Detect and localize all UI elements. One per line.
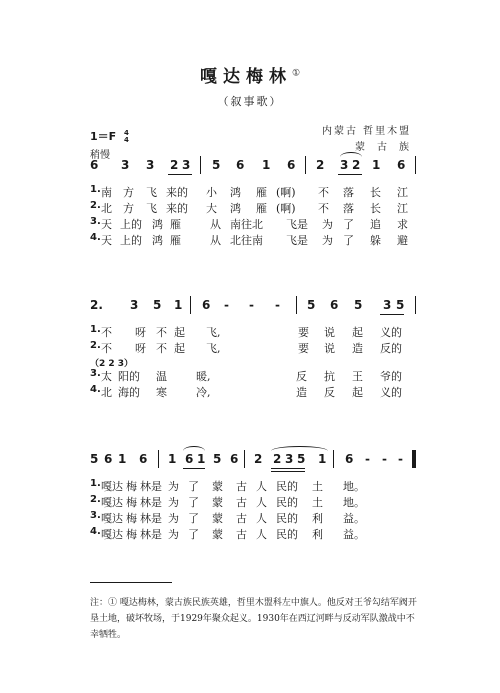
lyric: 地。 <box>343 480 365 493</box>
beam-underline <box>183 468 205 469</box>
lyric: 了 <box>343 234 354 247</box>
stanza-number: 2. <box>90 340 101 351</box>
key-text: 1＝F <box>90 130 117 143</box>
score-system-2 <box>0 298 500 418</box>
note: 6 <box>345 452 354 466</box>
lyric: 利 <box>312 528 323 541</box>
note: 6 <box>330 298 339 312</box>
lyric: 了 <box>188 496 199 509</box>
lyric: 南 <box>101 186 112 199</box>
lyric: 古 <box>236 528 247 541</box>
note: 5 <box>153 298 162 312</box>
lyric: 蒙 <box>212 528 223 541</box>
lyric: 躲 <box>370 234 381 247</box>
note: 3 <box>146 158 155 172</box>
bar-line <box>415 156 416 174</box>
lyric: 民的 <box>276 512 298 525</box>
slur <box>183 446 205 451</box>
note: 3 <box>383 298 392 312</box>
note: 6 <box>287 158 296 172</box>
lyric: 为 <box>322 234 333 247</box>
lyric: 暖, <box>196 370 211 383</box>
lyric: 飞 <box>146 202 157 215</box>
note: 6 <box>230 452 239 466</box>
stanza-number: 3. <box>90 510 101 521</box>
lyric: 冷, <box>196 386 211 399</box>
lyric: (啊) <box>276 186 296 199</box>
lyric: 了 <box>188 512 199 525</box>
lyric: 飞是 <box>286 218 308 231</box>
lyric: 梅 <box>126 480 137 493</box>
lyric: 阳的 <box>118 370 140 383</box>
lyric: 人 <box>256 512 267 525</box>
lyric: 为 <box>168 512 179 525</box>
lyric: 鸿 <box>230 202 241 215</box>
beam-underline <box>380 314 404 315</box>
note: 1 <box>174 298 183 312</box>
note: 2. <box>90 298 103 312</box>
note: 6 <box>90 158 99 172</box>
beam-underline <box>168 174 192 175</box>
lyric: 不 <box>101 326 112 339</box>
note: 2 <box>254 452 263 466</box>
lyric: 起 <box>352 326 363 339</box>
lyric: 为 <box>322 218 333 231</box>
lyric: 南往北 <box>230 218 263 231</box>
lyric: 来的 <box>166 186 188 199</box>
lyric: 为 <box>168 528 179 541</box>
lyric: 落 <box>343 202 354 215</box>
stanza-number: 2. <box>90 494 101 505</box>
lyric: 地。 <box>343 496 365 509</box>
origin-ethnicity: 蒙古族 <box>355 142 421 153</box>
lyric: 方 <box>123 186 134 199</box>
note: 3 <box>285 452 294 466</box>
stanza-number: 3. <box>90 216 101 227</box>
lyric: 太 <box>101 370 112 383</box>
lyric: 天 <box>101 218 112 231</box>
alternate-notes: （2 2 3） <box>90 359 134 369</box>
lyric: (啊) <box>276 202 296 215</box>
bar-line <box>200 156 201 174</box>
lyric: 民的 <box>276 496 298 509</box>
lyric: 飞, <box>206 342 221 355</box>
lyric: 呀 <box>135 326 146 339</box>
lyric: 反 <box>296 370 307 383</box>
note: 2 <box>273 452 282 466</box>
lyric: 嘎达 <box>101 480 123 493</box>
note: 1 <box>372 158 381 172</box>
note: - <box>275 298 280 312</box>
lyric: 飞 <box>146 186 157 199</box>
lyric: 要 <box>298 326 309 339</box>
note: 1 <box>168 452 177 466</box>
lyric: 嘎达 <box>101 528 123 541</box>
song-subtitle: （叙事歌） <box>217 95 283 108</box>
slur <box>271 446 328 451</box>
title-footnote-mark: ① <box>291 68 301 79</box>
note: 5 <box>212 158 221 172</box>
note: 3 <box>130 298 139 312</box>
lyric: 梅 <box>126 512 137 525</box>
lyric: 反的 <box>380 342 402 355</box>
lyric: 要 <box>298 342 309 355</box>
lyric: 鸿 <box>152 234 163 247</box>
note: 5 <box>396 298 405 312</box>
lyric: 温 <box>156 370 167 383</box>
lyric: 避 <box>397 234 408 247</box>
stanza-number: 4. <box>90 232 101 243</box>
lyric: 天 <box>101 234 112 247</box>
lyric: 江 <box>397 186 408 199</box>
lyric: 土 <box>312 496 323 509</box>
lyric: 了 <box>188 480 199 493</box>
bar-line <box>244 450 245 468</box>
lyric: 造 <box>352 342 363 355</box>
key-signature <box>90 128 129 144</box>
lyric: 嘎达 <box>101 496 123 509</box>
time-signature <box>124 130 129 144</box>
lyric: 不 <box>101 342 112 355</box>
lyric: 落 <box>343 186 354 199</box>
lyric: 上的 <box>120 234 142 247</box>
time-top: 4 <box>124 129 129 137</box>
lyric: 义的 <box>380 326 402 339</box>
bar-line <box>333 450 334 468</box>
lyric: 来的 <box>166 202 188 215</box>
lyric: 江 <box>397 202 408 215</box>
note: - <box>365 452 370 466</box>
lyric: 从 <box>210 234 221 247</box>
lyric: 雁 <box>170 234 181 247</box>
song-title-text: 嘎达梅林 <box>199 67 292 87</box>
lyric: 寒 <box>156 386 167 399</box>
bar-line <box>158 450 159 468</box>
tempo-marking: 稍慢 <box>90 150 110 161</box>
stanza-number: 4. <box>90 526 101 537</box>
lyric: 利 <box>312 512 323 525</box>
note: - <box>224 298 229 312</box>
lyric: 林是 <box>140 528 162 541</box>
lyric: 王 <box>352 370 363 383</box>
lyric: 古 <box>236 512 247 525</box>
note: - <box>398 452 403 466</box>
lyric: 飞, <box>206 326 221 339</box>
note: 3 <box>340 158 349 172</box>
lyric: 义的 <box>380 386 402 399</box>
footnote-rule <box>90 582 172 583</box>
lyric: 民的 <box>276 528 298 541</box>
lyric: 蒙 <box>212 480 223 493</box>
lyric: 雁 <box>256 186 267 199</box>
lyric: 造 <box>296 386 307 399</box>
note: 6 <box>236 158 245 172</box>
lyric: 不 <box>156 342 167 355</box>
lyric: 了 <box>343 218 354 231</box>
lyric: 嘎达 <box>101 512 123 525</box>
footnote: 注：① 嘎达梅林，蒙古族民族英雄，哲里木盟科左中旗人。他反对王爷勾结军阀开垦土地，破坏牧场，于1929年聚众起义。1930年在西辽河畔与反动军队激战中不幸牺牲。 <box>90 598 417 640</box>
lyric: 长 <box>370 202 381 215</box>
bar-line <box>415 450 416 468</box>
lyric: 了 <box>188 528 199 541</box>
lyric: 方 <box>123 202 134 215</box>
lyric: 起 <box>174 342 185 355</box>
note: 2 <box>352 158 361 172</box>
lyric: 海的 <box>118 386 140 399</box>
stanza-number: 1. <box>90 478 101 489</box>
lyric: 起 <box>352 386 363 399</box>
lyric: 不 <box>156 326 167 339</box>
stanza-number: 1. <box>90 324 101 335</box>
slur <box>340 152 362 157</box>
note: 1 <box>318 452 327 466</box>
bar-line <box>415 296 416 314</box>
lyric: 梅 <box>126 528 137 541</box>
lyric: 人 <box>256 496 267 509</box>
lyric: 呀 <box>135 342 146 355</box>
note: 6 <box>104 452 113 466</box>
note: - <box>249 298 254 312</box>
lyric: 蒙 <box>212 512 223 525</box>
lyric: 林是 <box>140 496 162 509</box>
stanza-number: 2. <box>90 200 101 211</box>
lyric: 土 <box>312 480 323 493</box>
lyric: 蒙 <box>212 496 223 509</box>
note: 5 <box>307 298 316 312</box>
lyric: 古 <box>236 480 247 493</box>
lyric: 益。 <box>343 528 365 541</box>
note: 1 <box>118 452 127 466</box>
lyric: 爷的 <box>380 370 402 383</box>
lyric: 为 <box>168 480 179 493</box>
lyric: 林是 <box>140 512 162 525</box>
lyric: 民的 <box>276 480 298 493</box>
note: 6 <box>397 158 406 172</box>
lyric: 抗 <box>324 370 335 383</box>
lyric: 林是 <box>140 480 162 493</box>
lyric: 不 <box>318 202 329 215</box>
score-system-3 <box>0 452 500 572</box>
bar-line <box>305 156 306 174</box>
beam-underline <box>271 471 305 472</box>
lyric: 求 <box>397 218 408 231</box>
lyric: 人 <box>256 480 267 493</box>
lyric: 反 <box>324 386 335 399</box>
lyric: 追 <box>370 218 381 231</box>
lyric: 北 <box>101 202 112 215</box>
lyric: 人 <box>256 528 267 541</box>
final-bar-line <box>412 450 415 468</box>
lyric: 古 <box>236 496 247 509</box>
note: 1 <box>262 158 271 172</box>
time-bottom: 4 <box>124 136 129 144</box>
note: 2 <box>316 158 325 172</box>
note: 5 <box>297 452 306 466</box>
lyric: 雁 <box>170 218 181 231</box>
lyric: 鸿 <box>152 218 163 231</box>
note: 3 <box>182 158 191 172</box>
origin-region: 内蒙古 哲里木盟 <box>322 126 412 137</box>
score-system-1 <box>0 158 500 278</box>
lyric: 北 <box>101 386 112 399</box>
note: 6 <box>202 298 211 312</box>
lyric: 不 <box>318 186 329 199</box>
lyric: 益。 <box>343 512 365 525</box>
lyric: 长 <box>370 186 381 199</box>
lyric: 起 <box>174 326 185 339</box>
lyric: 梅 <box>126 496 137 509</box>
lyric: 鸿 <box>230 186 241 199</box>
note: 5 <box>354 298 363 312</box>
note: 1 <box>197 452 206 466</box>
lyric: 说 <box>324 326 335 339</box>
lyric: 说 <box>324 342 335 355</box>
lyric: 小 <box>206 186 217 199</box>
lyric: 为 <box>168 496 179 509</box>
lyric: 雁 <box>256 202 267 215</box>
beam-underline <box>271 468 305 469</box>
note: 6 <box>185 452 194 466</box>
lyric: 北往南 <box>230 234 263 247</box>
note: 3 <box>121 158 130 172</box>
bar-line <box>296 296 297 314</box>
lyric: 飞是 <box>286 234 308 247</box>
stanza-number: 4. <box>90 384 101 395</box>
note: 5 <box>90 452 99 466</box>
note: - <box>382 452 387 466</box>
note: 6 <box>139 452 148 466</box>
note: 2 <box>170 158 179 172</box>
note: 5 <box>213 452 222 466</box>
lyric: 从 <box>210 218 221 231</box>
bar-line <box>190 296 191 314</box>
stanza-number: 1. <box>90 184 101 195</box>
song-title <box>0 62 500 87</box>
stanza-number: 3. <box>90 368 101 379</box>
beam-underline <box>338 174 362 175</box>
lyric: 上的 <box>120 218 142 231</box>
lyric: 大 <box>206 202 217 215</box>
